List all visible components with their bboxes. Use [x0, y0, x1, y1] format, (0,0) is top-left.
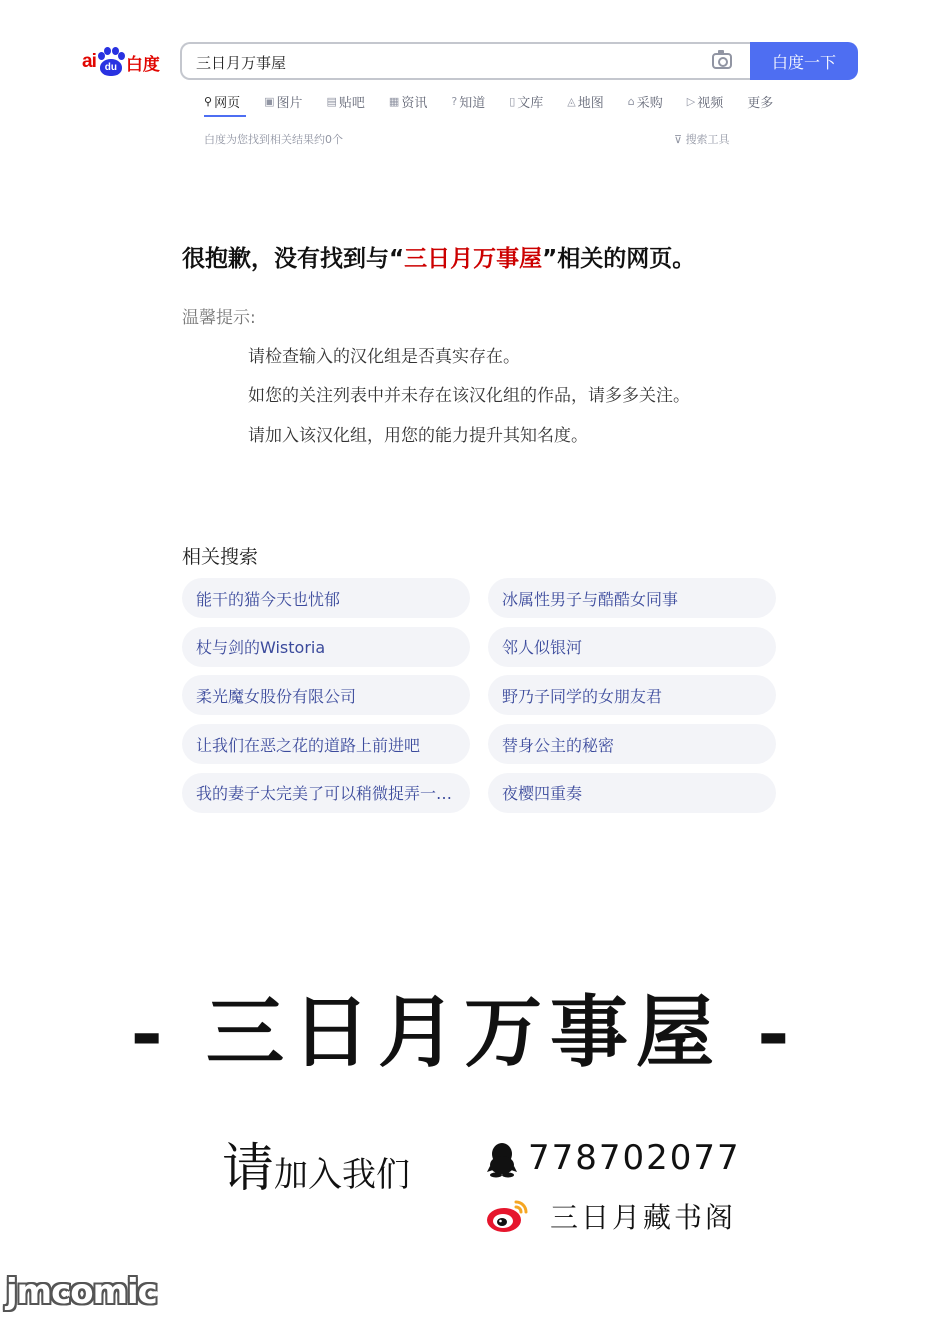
join-us-rest: 加入我们 [274, 1155, 411, 1195]
related-search-label: 柔光魔女股份有限公司 [196, 686, 357, 706]
result-count: 白度为您找到相关结果约0个 [204, 133, 343, 146]
tab-question[interactable] [451, 90, 485, 112]
tab-map[interactable] [567, 90, 603, 112]
camera-icon[interactable] [712, 53, 732, 69]
tip-line: 请检查输入的汉化组是否真实存在。 [248, 347, 520, 367]
tab-label: 图片 [276, 95, 303, 111]
tab-label: 地图 [577, 95, 604, 111]
join-us-text [222, 1126, 410, 1201]
image-icon: ▣ [264, 94, 275, 108]
qq-number: 778702077 [528, 1138, 741, 1178]
related-search-label: 杖与剑的Wistoria [196, 638, 326, 658]
tab-news[interactable] [389, 90, 427, 112]
related-search-item[interactable] [488, 724, 776, 764]
tip-title: 温馨提示: [182, 308, 256, 328]
search-box [180, 42, 752, 80]
tab-label: 资讯 [401, 95, 428, 111]
no-result-suffix: ”相关的网页。 [542, 246, 696, 272]
related-search-item[interactable] [182, 773, 470, 813]
logo-ai-text: ai [82, 51, 96, 72]
related-search-item[interactable] [488, 773, 776, 813]
related-search-item[interactable] [488, 627, 776, 667]
no-result-message [182, 240, 695, 273]
tab-shop[interactable] [628, 90, 663, 112]
tab-label: 贴吧 [338, 95, 365, 111]
question-icon: ? [451, 94, 458, 108]
site-logo[interactable] [82, 44, 160, 80]
tab-more[interactable] [747, 90, 773, 112]
group-banner-title: - 三日月万事屋 - [130, 987, 798, 1078]
weibo-name: 三日月藏书阁 [550, 1201, 737, 1234]
related-search-label: 替身公主的秘密 [502, 735, 615, 755]
related-search-item[interactable] [488, 675, 776, 715]
related-search-label: 野乃子同学的女朋友君 [502, 686, 663, 706]
tab-tieba[interactable] [327, 90, 365, 112]
no-result-keyword: 三日月万事屋 [404, 246, 543, 272]
related-search-label: 夜樱四重奏 [502, 784, 583, 804]
search-tabs [204, 90, 797, 112]
weibo-icon [486, 1196, 530, 1234]
tab-label: 文库 [517, 95, 544, 111]
related-search-label: 邻人似银河 [502, 638, 583, 658]
search-icon: ⚲ [204, 94, 213, 108]
tieba-icon: ▤ [326, 94, 337, 108]
qq-icon [486, 1142, 518, 1178]
tip-line: 请加入该汉化组，用您的能力提升其知名度。 [248, 426, 588, 446]
tab-label: 知道 [459, 95, 486, 111]
search-button[interactable]: 白度一下 [750, 42, 858, 80]
filter-icon: ⊽ [674, 133, 686, 146]
tab-label: 网页 [214, 95, 241, 111]
news-icon: ▦ [388, 94, 400, 108]
related-search-item[interactable] [182, 724, 470, 764]
logo-name: 白度 [125, 54, 160, 75]
related-search-item[interactable] [182, 675, 470, 715]
tip-line: 如您的关注列表中并未存在该汉化组的作品，请多多关注。 [248, 386, 690, 406]
watermark: jmcomic [6, 1272, 157, 1312]
tab-label: 采购 [636, 95, 663, 111]
tab-doc[interactable] [509, 90, 543, 112]
related-search-label: 能干的猫今天也忧郁 [196, 589, 341, 609]
video-icon: ▷ [686, 94, 696, 108]
active-tab-underline [204, 115, 246, 117]
logo-du-text: du [100, 59, 122, 76]
tab-video[interactable] [687, 90, 723, 112]
tab-label: 视频 [697, 95, 724, 111]
paw-icon [97, 47, 125, 77]
related-search-label: 冰属性男子与酷酷女同事 [502, 589, 679, 609]
related-search-item[interactable] [488, 578, 776, 618]
tab-image[interactable] [264, 90, 302, 112]
doc-icon: ▯ [509, 94, 516, 108]
related-search-item[interactable] [182, 627, 470, 667]
related-search-item[interactable] [182, 578, 470, 618]
no-result-prefix: 很抱歉，没有找到与“ [182, 246, 405, 272]
related-search-label: 我的妻子太完美了可以稍微捉弄一… [196, 784, 453, 804]
search-tools-button[interactable] [674, 131, 730, 147]
shop-icon: ⌂ [627, 94, 635, 108]
related-search-label: 让我们在恶之花的道路上前进吧 [196, 735, 421, 755]
search-tools-label: 搜索工具 [685, 133, 730, 146]
map-icon: ◬ [567, 94, 576, 108]
tab-search[interactable] [204, 90, 240, 112]
search-input[interactable] [196, 52, 696, 72]
join-us-big-char: 请 [222, 1139, 275, 1199]
related-search-title: 相关搜索 [182, 546, 259, 568]
tab-label: 更多 [747, 95, 774, 111]
